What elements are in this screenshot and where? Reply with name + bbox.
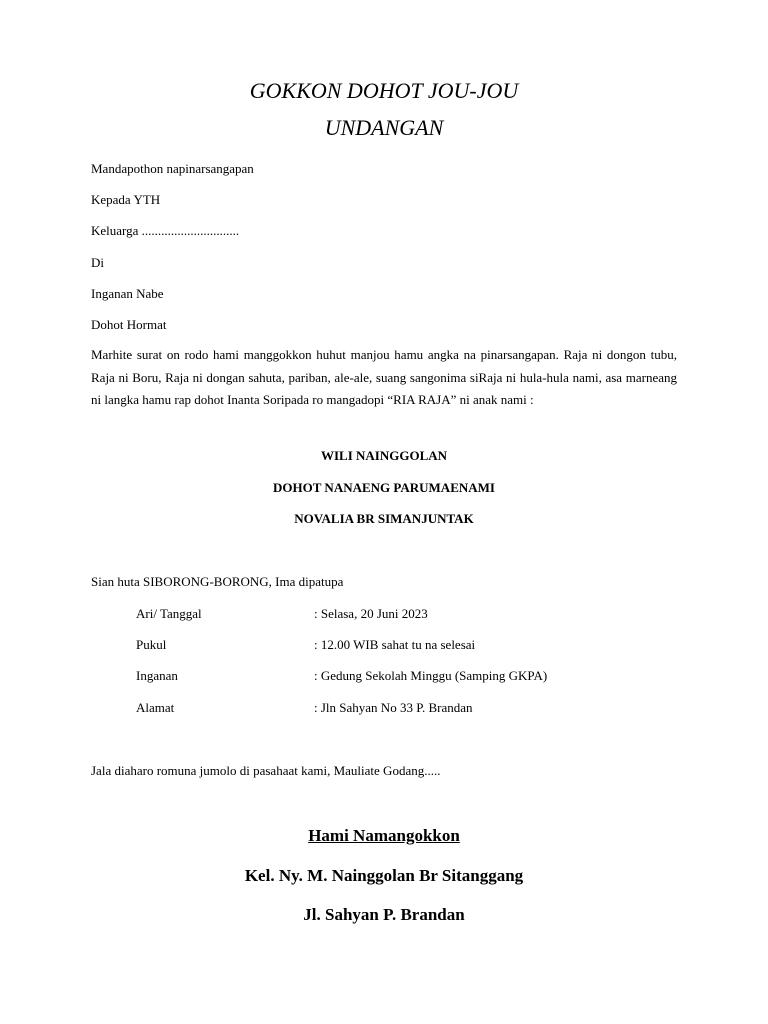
detail-value-date: : Selasa, 20 Juni 2023 <box>314 606 428 621</box>
conjunction-line: DOHOT NANAENG PARUMAENAMI <box>273 480 495 495</box>
signature-family: Kel. Ny. M. Nainggolan Br Sitanggang <box>244 866 524 885</box>
signature-heading: Hami Namangokkon <box>308 826 460 845</box>
detail-label-address: Alamat <box>136 700 175 715</box>
addressee-line: Kepada YTH <box>91 192 161 207</box>
salutation-line: Mandapothon napinarsangapan <box>91 161 254 176</box>
detail-value-venue: : Gedung Sekolah Minggu (Samping GKPA) <box>314 668 548 683</box>
place-intro: Sian huta SIBORONG-BORONG, Ima dipatupa <box>91 574 344 589</box>
detail-label-time: Pukul <box>136 637 167 652</box>
document-subtitle: UNDANGAN <box>324 115 444 140</box>
groom-name: WILI NAINGGOLAN <box>320 448 448 463</box>
detail-label-venue: Inganan <box>136 668 178 683</box>
family-line: Keluarga .............................. <box>91 223 240 238</box>
respect-line: Dohot Hormat <box>91 317 167 332</box>
location-prefix-line: Di <box>91 255 104 270</box>
signature-address: Jl. Sahyan P. Brandan <box>303 905 465 924</box>
detail-value-time: : 12.00 WIB sahat tu na selesai <box>314 637 476 652</box>
location-line: Inganan Nabe <box>91 286 164 301</box>
detail-label-date: Ari/ Tanggal <box>136 606 202 621</box>
detail-value-address: : Jln Sahyan No 33 P. Brandan <box>314 700 473 715</box>
body-paragraph: Marhite surat on rodo hami manggokkon huhut manjou hamu angka na pinarsangapan. Raja ni dongon tubu, Raja ni Boru, Raja ni dongan sahuta, pariban, ale-ale, suang sangonima siRaja ni hula-hula nami, asa marneang ni langka hamu rap dohot Inanta Soripada ro mangadopi “RIA RAJA” ni anak nami : <box>91 347 677 407</box>
bride-name: NOVALIA BR SIMANJUNTAK <box>294 511 474 526</box>
document-title: GOKKON DOHOT JOU-JOU <box>249 78 519 103</box>
closing-line: Jala diaharo romuna jumolo di pasahaat kami, Mauliate Godang..... <box>91 763 441 778</box>
